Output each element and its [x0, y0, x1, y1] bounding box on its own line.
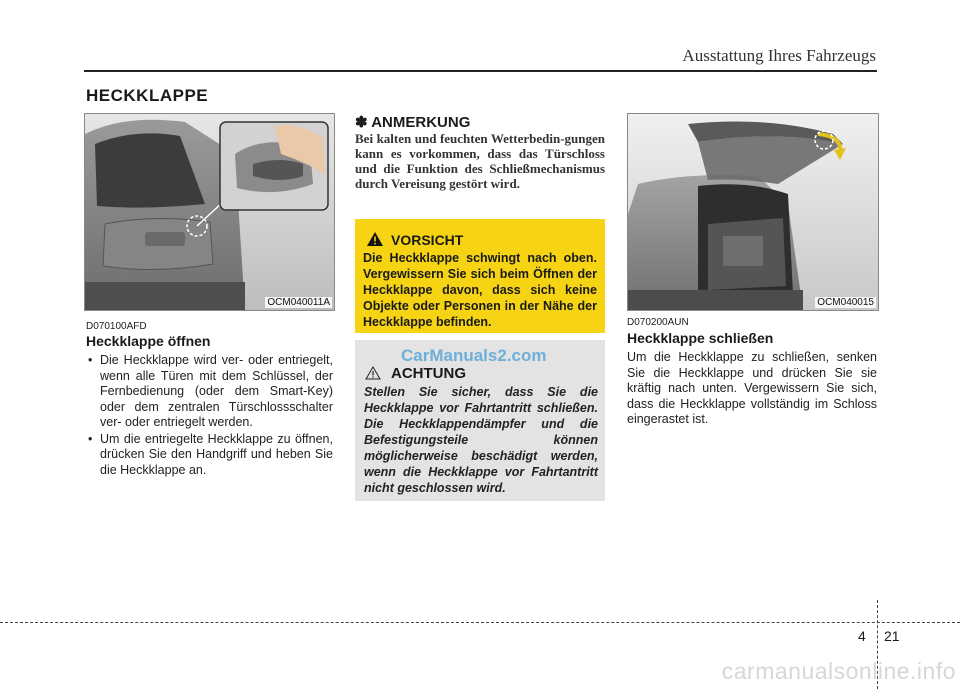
open-heading: Heckklappe öffnen — [86, 333, 211, 349]
close-instructions: Um die Heckklappe zu schließen, senken Sie die Heckklappe und drücken Sie sie kräftig nach unten. Vergewissern Sie sich, dass die Heckklappe vollständig im Schloss eingerastet ist. — [627, 350, 877, 426]
warning-box — [355, 340, 605, 501]
caution-title: VORSICHT — [391, 232, 464, 248]
close-heading: Heckklappe schließen — [627, 330, 774, 346]
open-bullet: • Die Heckklappe wird ver- oder entriegelt, wenn alle Türen mit dem Schlüssel, der Fernbedienung (oder dem Smart-Key) oder dem zentralen Türschlossschalter ver- oder entriegelt werden. — [86, 353, 333, 431]
figure-tailgate-close — [627, 113, 879, 311]
watermark-carmanuals: CarManuals2.com — [401, 346, 547, 365]
section-title: HECKKLAPPE — [86, 86, 209, 105]
warning-text: Stellen Sie sicher, dass Sie die Heckklappe vor Fahrtantritt schließen. Die Heckklappendämpfer und die Befestigungsteile können möglicherweise beschädigt werden, wenn die Heckklappe vor Fahrtantritt nicht geschlossen wird. — [364, 385, 598, 495]
watermark-carmanualsonline: carmanualsonline.info — [721, 658, 956, 684]
figure-right-illustration — [628, 114, 878, 310]
note-title: ANMERKUNG — [371, 114, 471, 131]
header-title: Ausstattung Ihres Fahrzeugs — [682, 46, 876, 65]
page-chapter: 4 — [858, 628, 866, 644]
header-rule — [84, 70, 877, 72]
open-instructions — [86, 353, 333, 479]
open-code: D070100AFD — [86, 321, 147, 332]
warning-triangle-icon — [367, 232, 383, 246]
footer-rule — [0, 622, 960, 623]
figure-left-illustration — [85, 114, 334, 310]
figure-tailgate-open-handle — [84, 113, 335, 311]
page-number: 21 — [884, 628, 900, 644]
open-bullet: • Um die entriegelte Heckklappe zu öffnen, drücken Sie den Handgriff und heben Sie die Heckklappe an. — [86, 432, 333, 479]
figure-left-label: OCM040011A — [267, 297, 330, 308]
note-text: Bei kalten und feuchten Wetterbedin-gungen kann es vorkommen, dass das Türschloss und die Funktion des Schließmechanismus durch Vereisung gestört wird. — [355, 131, 605, 191]
warning-title: ACHTUNG — [391, 365, 466, 382]
note-symbol-icon: ✽ — [355, 114, 368, 131]
caution-box — [355, 219, 605, 333]
figure-right-label: OCM040015 — [817, 297, 874, 308]
warning-outline-icon — [365, 366, 381, 380]
note-heading — [355, 113, 470, 131]
caution-text: Die Heckklappe schwingt nach oben. Vergewissern Sie sich beim Öffnen der Heckklappe davon, dass sich keine Objekte oder Personen in der Nähe der Heckklappe befinden. — [363, 251, 597, 329]
close-code: D070200AUN — [627, 317, 689, 328]
